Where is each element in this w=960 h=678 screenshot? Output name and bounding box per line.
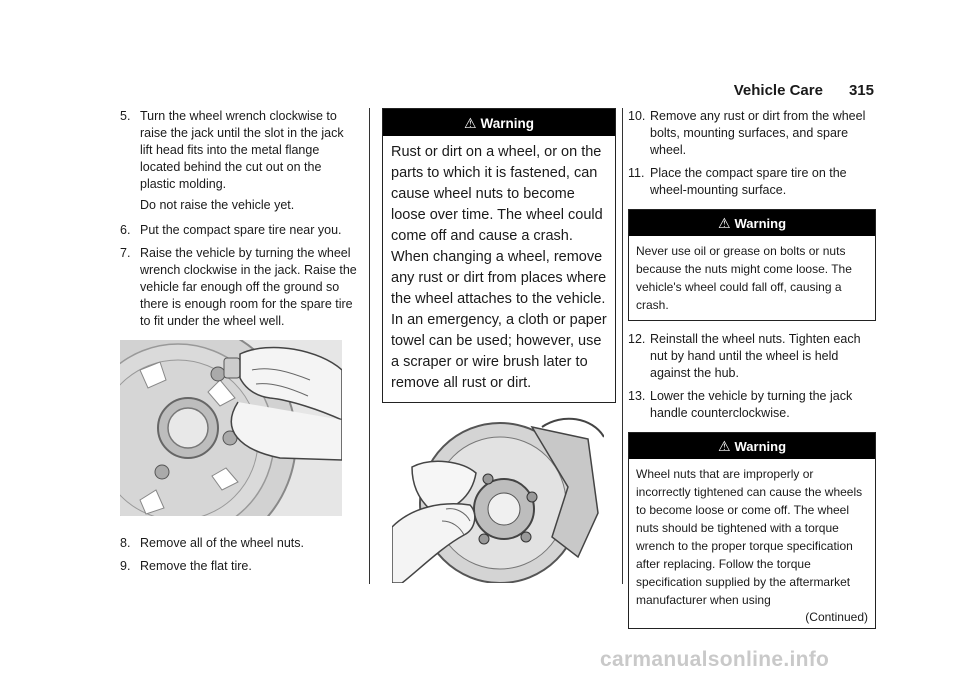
page-header <box>734 82 874 99</box>
step-number: 13. <box>628 389 646 403</box>
step-number: 9. <box>120 559 131 573</box>
step-number: 7. <box>120 246 131 260</box>
warning-box-oil <box>628 209 876 321</box>
warning-box-rust <box>382 108 616 403</box>
warning-text: Rust or dirt on a wheel, or on the parts to which it is fastened, can cause wheel nuts to become loose over time. The wheel could come off and cause a crash. When changing a wheel, remove any rust or dirt from places where the wheel attaches to the vehicle. In an emergency, a cloth or paper towel can be used; however, use a scraper or wire brush later to remove all rust or dirt. <box>391 144 607 391</box>
step-number: 11. <box>628 166 645 180</box>
column-2 <box>382 108 616 602</box>
step-7 <box>120 245 358 330</box>
step-6 <box>120 222 358 239</box>
step-number: 10. <box>628 109 646 123</box>
step-text: Put the compact spare tire near you. <box>140 223 342 237</box>
step-11 <box>628 165 876 199</box>
column-1 <box>120 108 358 581</box>
warning-text: Wheel nuts that are improperly or incorrectly tightened can cause the wheels to become loose or come off. The wheel nuts should be tightened with a torque wrench to the proper torque specification after replacing. Follow the torque specification supplied by the aftermarket manufacturer when using <box>636 467 863 607</box>
step-number: 5. <box>120 109 131 123</box>
step-10 <box>628 108 876 159</box>
column-divider <box>369 108 370 584</box>
step-12 <box>628 331 876 382</box>
step-number: 8. <box>120 536 131 550</box>
brake-hub-cleaning-illustration <box>392 417 616 588</box>
column-3 <box>628 108 876 639</box>
step-number: 6. <box>120 223 131 237</box>
warning-header: ⚠ Warning <box>383 109 615 136</box>
warning-triangle-icon: ⚠ <box>463 115 477 131</box>
step-text: Turn the wheel wrench clockwise to raise the jack until the slot in the jack lift head fits into the metal flange located behind the cut out on the plastic molding. <box>140 109 344 191</box>
wheel-nut-removal-illustration <box>120 340 358 521</box>
warning-triangle-icon: ⚠ <box>717 215 731 231</box>
warning-header: ⚠ Warning <box>629 210 875 236</box>
step-text: Remove all of the wheel nuts. <box>140 536 304 550</box>
step-text: Raise the vehicle by turning the wheel wrench clockwise in the jack. Raise the vehicle far enough off the ground so there is enough room for the spare tire to fit under the wheel well. <box>140 246 357 328</box>
continued-label: (Continued) <box>805 610 868 624</box>
step-text: Remove the flat tire. <box>140 559 252 573</box>
step-text: Lower the vehicle by turning the jack handle counterclockwise. <box>650 389 853 420</box>
warning-triangle-icon: ⚠ <box>717 438 731 454</box>
page-number: 315 <box>848 82 874 99</box>
step-text: Remove any rust or dirt from the wheel bolts, mounting surfaces, and spare wheel. <box>650 109 866 157</box>
column-divider <box>622 108 623 584</box>
step-number: 12. <box>628 332 646 346</box>
warning-text: Never use oil or grease on bolts or nuts because the nuts might come loose. The vehicle's wheel could fall off, causing a crash. <box>636 244 852 312</box>
warning-header: ⚠ Warning <box>629 433 875 459</box>
step-9 <box>120 558 358 575</box>
watermark: carmanualsonline.info <box>600 648 830 671</box>
step-5 <box>120 108 358 193</box>
step-5-note: Do not raise the vehicle yet. <box>140 198 295 212</box>
section-title: Vehicle Care <box>733 82 823 99</box>
step-text: Place the compact spare tire on the wheel-mounting surface. <box>650 166 847 197</box>
warning-box-torque <box>628 432 876 629</box>
step-13 <box>628 388 876 422</box>
step-8 <box>120 535 358 552</box>
step-text: Reinstall the wheel nuts. Tighten each nut by hand until the wheel is held against the hub. <box>650 332 861 380</box>
